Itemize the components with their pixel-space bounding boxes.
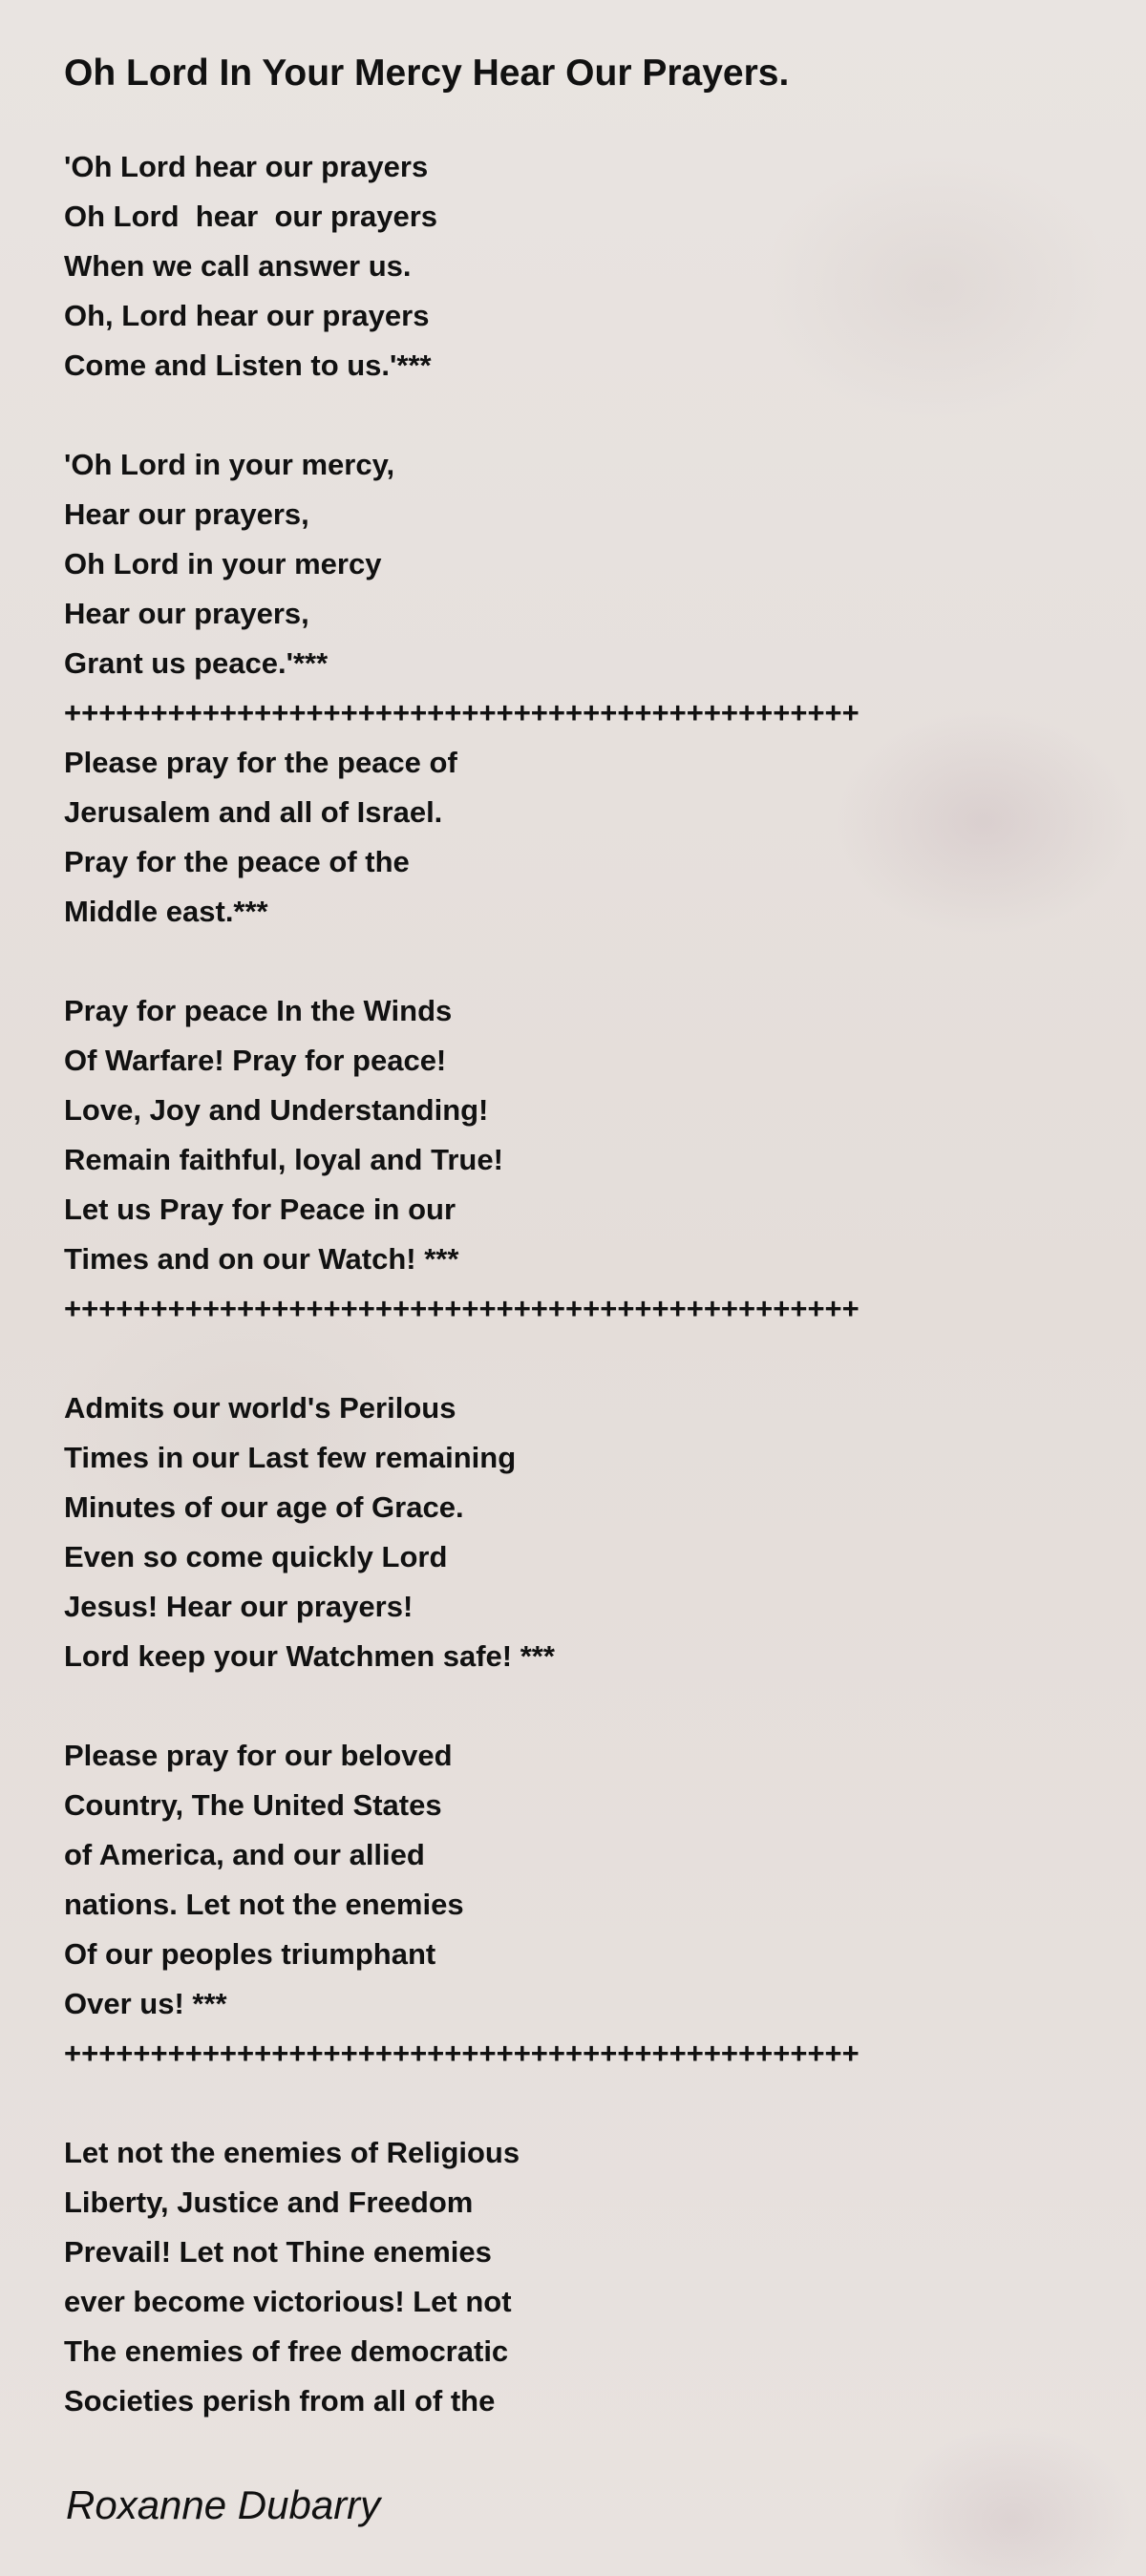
poem-line: Country, The United States — [64, 1788, 442, 1822]
stanza-break — [64, 1681, 1076, 1731]
poem-line: Prevail! Let not Thine enemies — [64, 2235, 492, 2269]
poem-line: Pray for peace In the Winds — [64, 994, 453, 1027]
poem-line: Oh, Lord hear our prayers — [64, 299, 430, 332]
poem-line: Lord keep your Watchmen safe! *** — [64, 1639, 555, 1673]
poem-line: Over us! *** — [64, 1987, 227, 2020]
stanza-break — [64, 937, 1076, 986]
poem-line: Middle east.*** — [64, 895, 268, 928]
poem-line: Oh Lord hear our prayers — [64, 200, 438, 233]
poem-line: Hear our prayers, — [64, 597, 309, 630]
poem-body — [64, 142, 1076, 2426]
poem-line: Jesus! Hear our prayers! — [64, 1590, 414, 1623]
stanza-break — [64, 1334, 1076, 1383]
poem-line: Of Warfare! Pray for peace! — [64, 1044, 447, 1077]
poem-line: Please pray for the peace of — [64, 746, 457, 779]
poem-line: The enemies of free democratic — [64, 2334, 509, 2368]
poem-line: Come and Listen to us.'*** — [64, 348, 432, 382]
poem-line: Love, Joy and Understanding! — [64, 1093, 489, 1127]
poem-line: ++++++++++++++++++++++++++++++++++++++++++++++ — [64, 2037, 860, 2070]
poem-line: Let not the enemies of Religious — [64, 2136, 520, 2169]
poem-line: Let us Pray for Peace in our — [64, 1193, 456, 1226]
poem-line: Oh Lord in your mercy — [64, 547, 382, 581]
poem-line: Times in our Last few remaining — [64, 1441, 517, 1474]
poem-line: nations. Let not the enemies — [64, 1888, 464, 1921]
poem-line: Minutes of our age of Grace. — [64, 1490, 464, 1524]
poem-line: ++++++++++++++++++++++++++++++++++++++++++++++ — [64, 1292, 860, 1325]
stanza-break — [64, 2079, 1076, 2128]
poem-line: Of our peoples triumphant — [64, 1937, 436, 1971]
poem-line: Even so come quickly Lord — [64, 1540, 448, 1573]
poem-line: Liberty, Justice and Freedom — [64, 2185, 474, 2219]
poem-line: Societies perish from all of the — [64, 2384, 496, 2418]
poem-line: Pray for the peace of the — [64, 845, 410, 878]
stanza-break — [64, 391, 1076, 440]
poem-line: Grant us peace.'*** — [64, 646, 329, 680]
poem-line: Remain faithful, loyal and True! — [64, 1143, 503, 1176]
poem-line: Jerusalem and all of Israel. — [64, 795, 443, 829]
poem-line: 'Oh Lord hear our prayers — [64, 150, 429, 183]
poem-title: Oh Lord In Your Mercy Hear Our Prayers. — [64, 53, 790, 94]
poem-line: ++++++++++++++++++++++++++++++++++++++++++++++ — [64, 696, 860, 729]
poem-line: Please pray for our beloved — [64, 1739, 453, 1772]
poem-line: of America, and our allied — [64, 1838, 425, 1871]
poem-author[interactable]: Roxanne Dubarry — [66, 2482, 381, 2527]
poem-line: Hear our prayers, — [64, 497, 309, 531]
poem-line: 'Oh Lord in your mercy, — [64, 448, 395, 481]
poem-line: Times and on our Watch! *** — [64, 1242, 459, 1276]
poem-line: Admits our world's Perilous — [64, 1391, 456, 1425]
poem-line: ever become victorious! Let not — [64, 2285, 512, 2318]
poem-line: When we call answer us. — [64, 249, 412, 283]
